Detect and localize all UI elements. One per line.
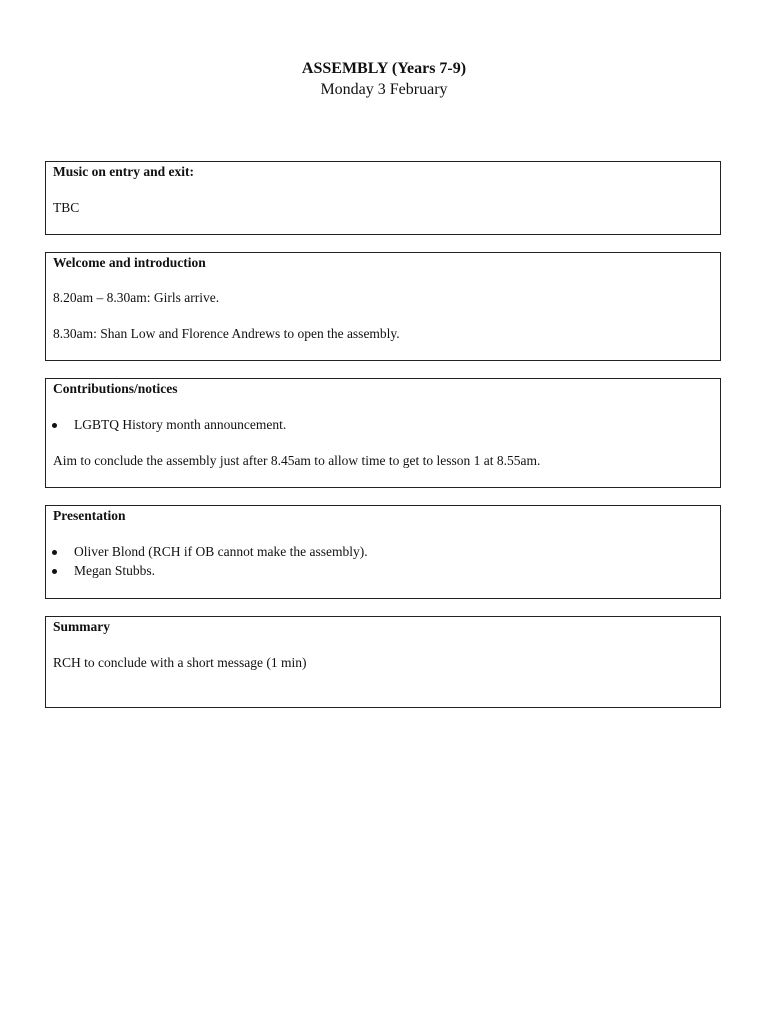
section-heading-welcome: Welcome and introduction (53, 255, 206, 270)
section-contributions (45, 378, 721, 488)
section-heading-presentation: Presentation (53, 508, 126, 523)
summary-text: RCH to conclude with a short message (1 min) (53, 655, 307, 670)
bullet-icon (52, 569, 57, 574)
bullet-list-item (74, 416, 286, 434)
section-welcome (45, 252, 721, 361)
music-text: TBC (53, 200, 80, 215)
bullet-icon (52, 423, 57, 428)
section-heading-summary: Summary (53, 619, 110, 634)
section-heading-music: Music on entry and exit: (53, 164, 194, 179)
presentation-item: Megan Stubbs. (74, 563, 155, 578)
document-header (0, 58, 768, 100)
bullet-list-item (74, 543, 368, 561)
section-music (45, 161, 721, 235)
contribution-item: LGBTQ History month announcement. (74, 417, 287, 432)
bullet-list-item (74, 562, 155, 580)
section-presentation (45, 505, 721, 599)
document-title: ASSEMBLY (Years 7-9) (301, 60, 467, 77)
presentation-item: Oliver Blond (RCH if OB cannot make the assembly). (74, 544, 368, 559)
bullet-icon (52, 550, 57, 555)
contributions-note: Aim to conclude the assembly just after 8.45am to allow time to get to lesson 1 at 8.55am. (53, 453, 541, 468)
welcome-line-arrival: 8.20am – 8.30am: Girls arrive. (53, 290, 220, 305)
document-date: Monday 3 February (320, 81, 448, 98)
section-summary (45, 616, 721, 708)
section-heading-contributions: Contributions/notices (53, 381, 178, 396)
welcome-line-opening: 8.30am: Shan Low and Florence Andrews to open the assembly. (53, 326, 400, 341)
